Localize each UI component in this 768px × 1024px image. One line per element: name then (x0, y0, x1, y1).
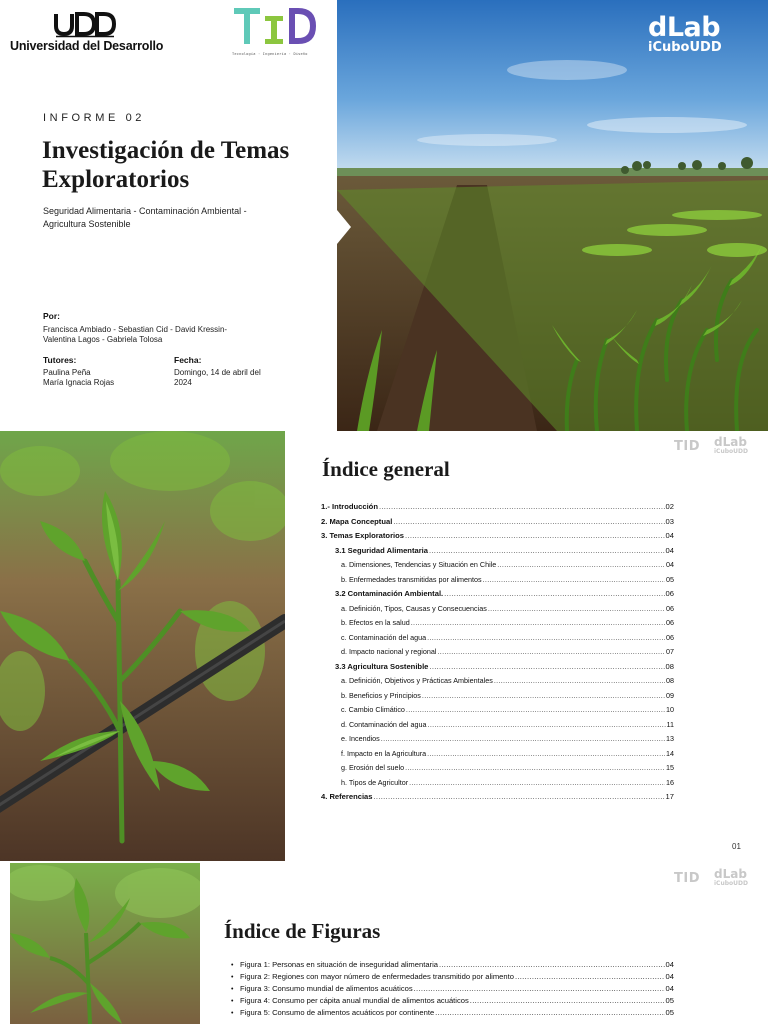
toc-entry-title: c. Cambio Climático (341, 705, 405, 714)
bullet-icon: • (231, 962, 234, 969)
tutors-list (43, 368, 153, 388)
index-title: Índice general (322, 457, 450, 481)
dlab-logo-small (714, 869, 748, 887)
figure-dot-leader (515, 972, 665, 981)
toc-dot-leader (381, 734, 665, 743)
figure-entry-page: 04 (665, 960, 674, 969)
toc-entry-page: 05 (666, 574, 674, 584)
figure-dot-leader (439, 960, 665, 969)
figure-entry-page: 05 (665, 1008, 674, 1017)
toc-entry-page: 09 (666, 690, 674, 700)
tid-logo (232, 6, 318, 56)
figure-entry[interactable] (231, 960, 674, 972)
toc-dot-leader (422, 691, 665, 700)
toc-entry-title: e. Incendios (341, 734, 380, 743)
toc-entry-page: 13 (666, 734, 674, 743)
date-value: Domingo, 14 de abril del 2024 (174, 368, 261, 387)
dlab-logo-small-sub: iCuboUDD (714, 880, 748, 887)
dlab-logo-small-name: dLab (714, 867, 747, 881)
figure-dot-leader (470, 996, 665, 1005)
toc-entry-page: 06 (665, 589, 674, 598)
bullet-icon: • (231, 986, 234, 993)
bullet-icon: • (231, 974, 234, 981)
toc-entry-title: d. Impacto nacional y regional (341, 647, 437, 656)
toc-entry[interactable] (321, 517, 674, 532)
udd-logo (10, 12, 170, 53)
page-number: 01 (732, 842, 741, 851)
toc-entry[interactable] (321, 720, 674, 735)
toc-entry[interactable] (321, 546, 674, 561)
figure-entry-title: Figura 3: Consumo mundial de alimentos acuáticos (240, 984, 413, 993)
toc-entry-page: 04 (665, 531, 674, 540)
toc-entry-title: c. Contaminación del agua (341, 632, 427, 642)
report-subtitle: Seguridad Alimentaria - Contaminación Ambiental - Agricultura Sostenible (43, 206, 247, 229)
udd-name: Universidad del Desarrollo (10, 39, 164, 53)
toc-entry[interactable] (321, 502, 674, 517)
toc-dot-leader (393, 517, 664, 526)
toc-dot-leader (405, 763, 665, 772)
toc-entry[interactable] (321, 633, 674, 648)
toc-dot-leader (406, 705, 665, 714)
figure-entry-title: Figura 2: Regiones con mayor número de enfermedades transmitido por alimento (240, 972, 514, 981)
toc-entry-page: 06 (666, 603, 674, 613)
toc-entry[interactable] (321, 734, 674, 749)
toc-dot-leader (427, 749, 665, 758)
toc-entry[interactable] (321, 618, 674, 633)
toc-dot-leader (444, 589, 664, 598)
authors-list: Francisca Ambiado - Sebastian Cid - David Kressin- Valentina Lagos - Gabriela Tolosa (43, 325, 228, 344)
toc-entry-page: 04 (665, 545, 674, 555)
toc-entry-title: f. Impacto en la Agricultura (341, 748, 427, 758)
dlab-logo-small (714, 437, 748, 455)
dlab-logo-small-sub: iCuboUDD (714, 448, 748, 455)
header-logos (674, 437, 748, 455)
figure-dot-leader (435, 1008, 664, 1017)
toc-dot-leader (409, 778, 665, 787)
toc-entry-page: 11 (666, 719, 674, 729)
figure-entry[interactable] (231, 1008, 674, 1020)
figures-title: Índice de Figuras (224, 919, 381, 943)
tutor-name: María Ignacia Rojas (43, 378, 115, 387)
figure-entry-page: 04 (665, 972, 674, 981)
tid-logo-small: TID (674, 438, 700, 454)
toc-dot-leader (405, 531, 665, 540)
toc-entry-page: 16 (666, 777, 674, 787)
toc-entry-title: b. Beneficios y Principios (341, 690, 421, 700)
tid-logo-small: TID (674, 870, 700, 886)
figure-entry-title: Figura 1: Personas en situación de inseguridad alimentaria (240, 960, 438, 969)
toc-dot-leader (428, 720, 666, 729)
toc-entry-title: 4. Referencias (321, 792, 373, 801)
header-logos-2 (674, 869, 748, 887)
figure-entry[interactable] (231, 984, 674, 996)
cover-page (0, 0, 768, 431)
toc-entry-title: 3. Temas Exploratorios (321, 531, 404, 540)
toc-dot-leader (429, 546, 665, 555)
figure-entry[interactable] (231, 996, 674, 1008)
figures-page (0, 861, 768, 1024)
date-label: Fecha: (174, 355, 202, 365)
toc-entry[interactable] (321, 604, 674, 619)
toc-entry-title: h. Tipos de Agricultor (341, 777, 409, 787)
toc-entry-page: 06 (666, 632, 674, 642)
toc-dot-leader (438, 647, 666, 656)
toc-entry[interactable] (321, 778, 674, 793)
toc-entry-page: 02 (665, 502, 674, 511)
toc-entry-page: 03 (665, 516, 674, 526)
figures-list (231, 960, 674, 1020)
toc-dot-leader (427, 633, 665, 642)
report-label: INFORME 02 (43, 112, 146, 124)
bullet-icon: • (231, 1010, 234, 1017)
report-title: Investigación de Temas Exploratorios (42, 137, 290, 193)
toc-dot-leader (379, 502, 665, 511)
toc-entry[interactable] (321, 575, 674, 590)
toc-entry[interactable] (321, 560, 674, 575)
toc-dot-leader (488, 604, 665, 613)
cornfield-photo (337, 0, 768, 431)
figure-entry-page: 05 (665, 996, 674, 1005)
toc-entry-page: 15 (666, 763, 674, 772)
toc-dot-leader (483, 575, 665, 584)
tutors-label: Tutores: (43, 355, 77, 365)
bullet-icon: • (231, 998, 234, 1005)
toc-entry[interactable] (321, 691, 674, 706)
toc-dot-leader (411, 618, 665, 627)
toc-entry-page: 06 (666, 618, 674, 627)
toc-dot-leader (374, 792, 665, 801)
figure-entry[interactable] (231, 972, 674, 984)
toc-entry[interactable] (321, 763, 674, 778)
figure-entry-page: 04 (665, 984, 674, 993)
toc-entry-page: 14 (666, 748, 674, 758)
toc-dot-leader (497, 560, 665, 569)
toc-entry-title: b. Enfermedades transmitidas por alimentos (341, 574, 482, 584)
toc-entry-title: 3.2 Contaminación Ambiental. (335, 589, 444, 598)
toc-entry-title: 2. Mapa Conceptual (321, 516, 393, 526)
toc-entry-title: a. Definición, Tipos, Causas y Consecuencias (341, 603, 487, 613)
tutor-name: Paulina Peña (43, 368, 91, 377)
table-of-contents (321, 502, 674, 807)
toc-entry[interactable] (321, 589, 674, 604)
toc-entry-title: g. Erosión del suelo (341, 763, 405, 772)
dlab-logo-small-name: dLab (714, 435, 747, 449)
tid-subtitle: Tecnología · Ingeniería · Diseño (232, 52, 308, 56)
toc-entry-page: 07 (666, 647, 674, 656)
figure-dot-leader (414, 984, 665, 993)
tid-letters-icon (232, 6, 318, 46)
figure-entry-title: Figura 5: Consumo de alimentos acuáticos por continente (240, 1008, 435, 1017)
toc-dot-leader (494, 676, 665, 685)
toc-entry-title: 1.- Introducción (321, 502, 378, 511)
toc-dot-leader (429, 662, 664, 671)
toc-entry-page: 10 (666, 705, 674, 714)
dlab-logo (648, 14, 738, 55)
toc-entry[interactable] (321, 531, 674, 546)
toc-entry-title: 3.1 Seguridad Alimentaria (335, 545, 428, 555)
toc-entry-title: d. Contaminación del agua (341, 719, 427, 729)
figure-entry-title: Figura 4: Consumo per cápita anual mundial de alimentos acuáticos (240, 996, 469, 1005)
pepper-plant-photo (0, 431, 285, 861)
toc-entry-title: a. Definición, Objetivos y Prácticas Ambientales (341, 676, 493, 685)
dlab-sub: iCuboUDD (648, 40, 722, 55)
toc-entry[interactable] (321, 676, 674, 691)
toc-entry[interactable] (321, 705, 674, 720)
udd-logo-mark (54, 12, 116, 38)
toc-entry[interactable] (321, 749, 674, 764)
toc-entry-title: 3.3 Agricultura Sostenible (335, 661, 429, 671)
pepper-plant-photo-small (10, 863, 200, 1024)
index-page (0, 431, 768, 861)
toc-entry[interactable] (321, 792, 674, 807)
toc-entry-page: 17 (665, 792, 674, 801)
toc-entry-title: a. Dimensiones, Tendencias y Situación en Chile (341, 560, 497, 569)
toc-entry[interactable] (321, 647, 674, 662)
toc-entry-page: 08 (665, 661, 674, 671)
toc-entry-title: b. Efectos en la salud (341, 618, 410, 627)
authors-label: Por: (43, 311, 60, 321)
toc-entry-page: 04 (666, 560, 674, 569)
toc-entry[interactable] (321, 662, 674, 677)
toc-entry-page: 08 (666, 676, 674, 685)
dlab-name: dLab (648, 12, 721, 43)
